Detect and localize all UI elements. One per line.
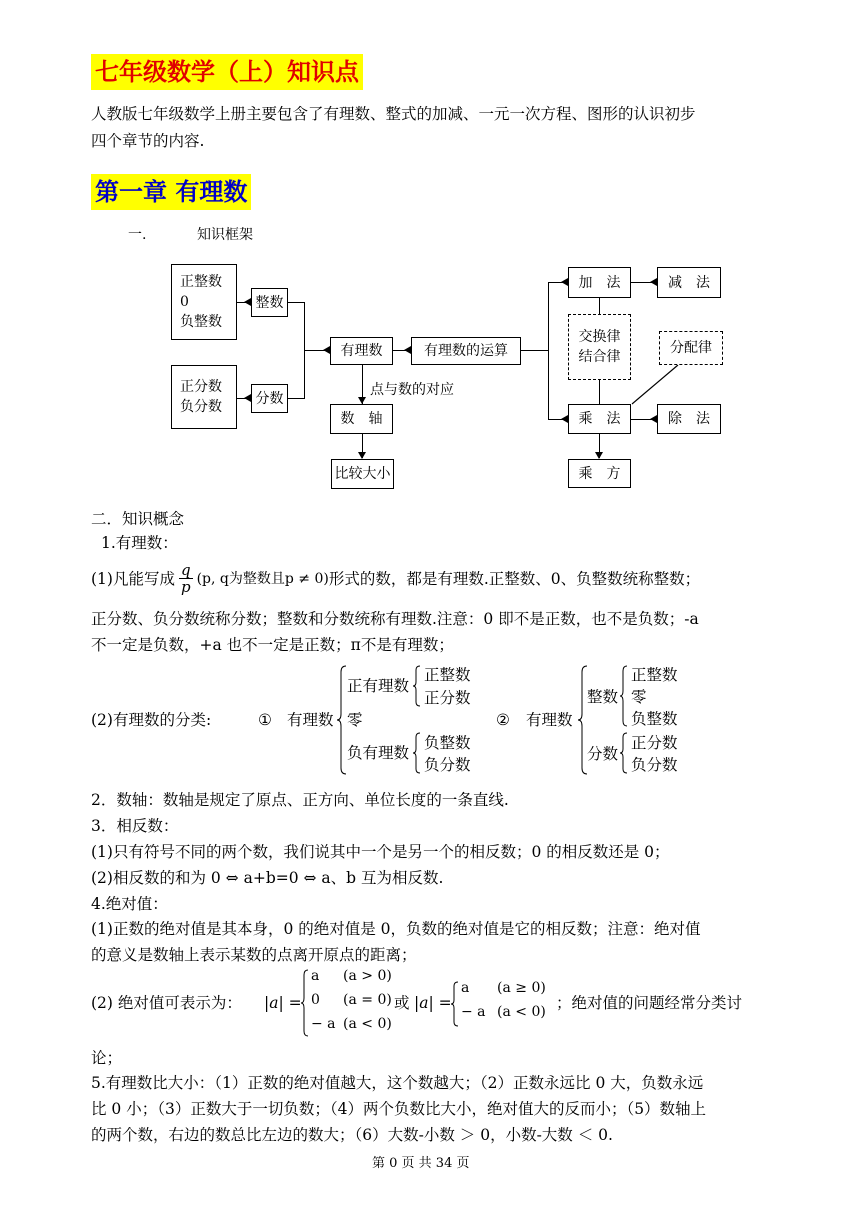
label-commutative: 交换律 bbox=[578, 329, 621, 345]
classify-pos-int-1: 正整数 bbox=[424, 666, 471, 684]
item1-p1-suffix: 形式的数，都是有理数.正整数、0、负整数统称整数； bbox=[328, 569, 701, 588]
item4-paragraph-2: 的意义是数轴上表示某数的点离开原点的距离； bbox=[91, 946, 417, 964]
item5-paragraph-1: 5.有理数比大小：（1）正数的绝对值越大，这个数越大；（2）正数永远比 0 大，负数永远 bbox=[91, 1074, 704, 1092]
item1-p1-prefix: (1)凡能写成 bbox=[91, 569, 175, 588]
box-number-axis: 数 轴 bbox=[330, 404, 393, 434]
item5-paragraph-2: 比 0 小；（3）正数大于一切负数；（4）两个负数比大小，绝对值大的反而小；（5）数轴上 bbox=[91, 1100, 707, 1118]
item3-title: 3．相反数： bbox=[91, 817, 179, 835]
intro-line-1: 人教版七年级数学上册主要包含了有理数、整式的加减、一元一次方程、图形的认识初步 bbox=[91, 105, 696, 123]
brace-1a bbox=[412, 664, 422, 708]
fraction-denominator: p bbox=[180, 578, 191, 596]
label-zero: 0 bbox=[180, 294, 189, 310]
brace-2b bbox=[619, 731, 629, 775]
section1-label: 知识框架 bbox=[197, 227, 253, 243]
item1-title: 1.有理数： bbox=[101, 534, 178, 552]
classify-pos-frac-1: 正分数 bbox=[424, 689, 471, 707]
abs-suffix: ；绝对值的问题经常分类讨 bbox=[556, 994, 743, 1012]
classify-fraction: 分数 bbox=[587, 745, 619, 763]
abs-alt-case-2-cond: (a < 0) bbox=[497, 1004, 546, 1020]
box-operations: 有理数的运算 bbox=[411, 337, 521, 365]
classify-neg-rational: 负有理数 bbox=[347, 744, 410, 762]
item2-number-axis: 2．数轴：数轴是规定了原点、正方向、单位长度的一条直线. bbox=[91, 791, 509, 809]
box-laws bbox=[568, 314, 631, 380]
item4-paragraph-3: 论； bbox=[91, 1049, 123, 1067]
label-negative-integer: 负整数 bbox=[180, 314, 222, 330]
item4-paragraph-1: (1)正数的绝对值是其本身，0 的绝对值是 0，负数的绝对值是它的相反数；注意：绝对值 bbox=[91, 920, 701, 938]
classify-zero-2: 零 bbox=[631, 688, 647, 706]
classify-pos-rational: 正有理数 bbox=[347, 677, 410, 695]
label-positive-integer: 正整数 bbox=[180, 274, 222, 290]
box-distributive: 分配律 bbox=[659, 331, 723, 365]
abs-brace-2 bbox=[450, 980, 460, 1028]
abs-case-1-value: a bbox=[311, 968, 320, 984]
classify-circle-2: ② bbox=[496, 711, 510, 729]
abs-case-2-cond: (a = 0) bbox=[343, 992, 392, 1008]
box-fractions-list bbox=[171, 365, 237, 429]
box-rational: 有理数 bbox=[330, 337, 393, 365]
box-addition: 加 法 bbox=[568, 267, 631, 298]
abs-case-3-value: − a bbox=[311, 1016, 336, 1032]
classify-pos-frac-2: 正分数 bbox=[631, 734, 678, 752]
classify-neg-int-2: 负整数 bbox=[631, 710, 678, 728]
classify-neg-frac-2: 负分数 bbox=[631, 756, 678, 774]
page-footer: 第 0 页 共 34 页 bbox=[372, 1156, 470, 1171]
classify-rational-2: 有理数 bbox=[526, 711, 573, 729]
classify-integer: 整数 bbox=[587, 688, 619, 706]
fraction-numerator: q bbox=[180, 561, 191, 579]
section2-heading: 二．知识概念 bbox=[91, 510, 185, 528]
abs-prefix: (2) 绝对值可表示为： bbox=[91, 994, 242, 1012]
box-multiplication: 乘 法 bbox=[568, 404, 631, 434]
box-subtraction: 减 法 bbox=[657, 267, 721, 298]
item1-paragraph-2: 正分数、负分数统称分数；整数和分数统称有理数.注意：0 即不是正数，也不是负数；-a bbox=[91, 610, 699, 628]
box-fraction: 分数 bbox=[251, 384, 288, 413]
item1-paragraph-1 bbox=[91, 562, 700, 595]
item1-p1-condition: (p, q为整数且p ≠ 0) bbox=[196, 570, 329, 587]
classify-zero-1: 零 bbox=[347, 711, 363, 729]
item3-paragraph-2: (2)相反数的和为 0 ⇔ a+b=0 ⇔ a、b 互为相反数. bbox=[91, 869, 444, 887]
abs-lhs-2: |a| = bbox=[414, 994, 452, 1012]
label-positive-fraction: 正分数 bbox=[180, 379, 222, 395]
diagram-arrows bbox=[0, 0, 860, 500]
abs-alt-case-1-cond: (a ≥ 0) bbox=[497, 980, 546, 996]
brace-2a bbox=[619, 664, 629, 728]
box-integers-list bbox=[171, 264, 237, 340]
brace-1b bbox=[412, 731, 422, 775]
item5-paragraph-3: 的两个数，右边的数总比左边的数大；（6）大数-小数 ＞ 0，小数-大数 ＜ 0. bbox=[91, 1126, 613, 1144]
classify-circle-1: ① bbox=[258, 711, 272, 729]
chapter-title: 第一章 有理数 bbox=[91, 174, 251, 210]
classify-pos-int-2: 正整数 bbox=[631, 666, 678, 684]
label-negative-fraction: 负分数 bbox=[180, 399, 222, 415]
label-associative: 结合律 bbox=[578, 349, 621, 365]
label-point-number-correspondence: 点与数的对应 bbox=[370, 382, 454, 398]
box-compare: 比较大小 bbox=[331, 459, 394, 489]
box-power: 乘 方 bbox=[568, 459, 631, 488]
abs-case-3-cond: (a < 0) bbox=[343, 1016, 392, 1032]
classify-neg-frac-1: 负分数 bbox=[424, 756, 471, 774]
box-integer: 整数 bbox=[251, 288, 288, 317]
item1-paragraph-3: 不一定是负数，+a 也不一定是正数；π不是有理数； bbox=[91, 636, 454, 654]
fraction-q-over-p bbox=[179, 562, 193, 595]
abs-case-1-cond: (a > 0) bbox=[343, 968, 392, 984]
classify-label: (2)有理数的分类: bbox=[91, 711, 212, 729]
intro-line-2: 四个章节的内容. bbox=[91, 132, 205, 150]
abs-lhs-1: |a| = bbox=[264, 994, 302, 1012]
abs-or: 或 bbox=[394, 994, 410, 1012]
abs-alt-case-2-value: − a bbox=[461, 1004, 486, 1020]
abs-case-2-value: 0 bbox=[311, 992, 320, 1008]
box-division: 除 法 bbox=[657, 404, 721, 434]
abs-alt-case-1-value: a bbox=[461, 980, 470, 996]
item3-paragraph-1: (1)只有符号不同的两个数，我们说其中一个是另一个的相反数；0 的相反数还是 0； bbox=[91, 843, 670, 861]
page-title: 七年级数学（上）知识点 bbox=[91, 54, 363, 90]
classify-neg-int-1: 负整数 bbox=[424, 734, 471, 752]
abs-brace-1 bbox=[300, 968, 310, 1038]
classify-rational-1: 有理数 bbox=[287, 711, 334, 729]
item4-title: 4.绝对值： bbox=[91, 895, 168, 913]
section1-number: 一. bbox=[128, 227, 147, 243]
